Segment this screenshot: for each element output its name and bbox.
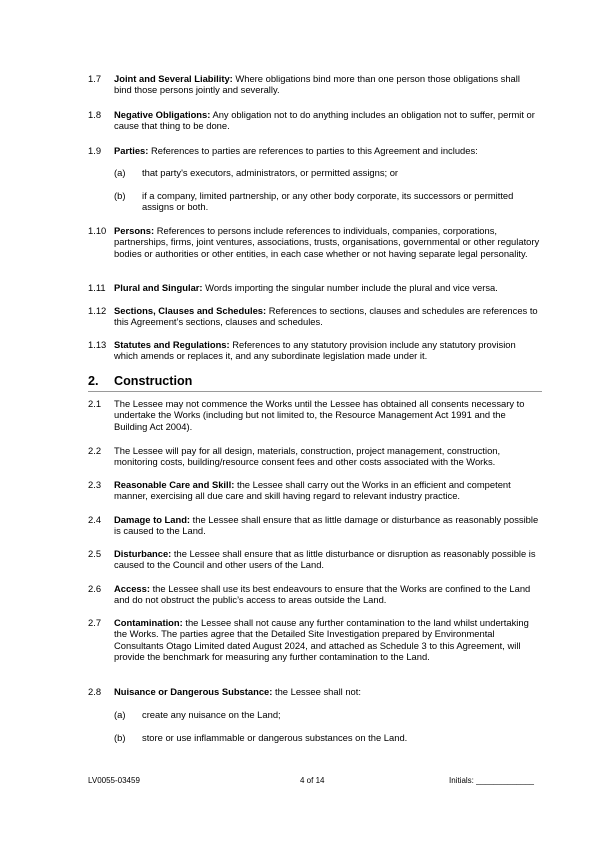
clause-body: the Lessee shall ensure that as little damage or disturbance as reasonably possible is caused to the Land.	[114, 514, 539, 537]
clause-text	[114, 617, 540, 662]
clause-text	[114, 445, 540, 468]
clause-number: 1.11	[88, 282, 106, 293]
clause-number: 2.1	[88, 398, 102, 409]
clause-text	[114, 109, 540, 132]
clause-text	[114, 479, 540, 502]
clause-title: Disturbance:	[114, 548, 172, 559]
section-heading	[88, 373, 542, 392]
clause-text	[114, 398, 540, 432]
clause-body: The Lessee will pay for all design, materials, construction, project management, construction, monitoring costs, building/resource consent fees and other costs associated with the Works.	[114, 445, 501, 468]
clause-title: Sections, Clauses and Schedules:	[114, 305, 267, 316]
clause-body: References to any statutory provision include any statutory provision which amends or replaces it, and any subordinate legislation made under it.	[114, 339, 516, 362]
subclause-text: that party's executors, administrators, or permitted assigns; or	[142, 167, 399, 178]
clause-text	[114, 73, 540, 96]
clause-number: 1.8	[88, 109, 102, 120]
clause-body: The Lessee may not commence the Works until the Lessee has obtained all consents necessary to undertake the Works (including but not limited to, the Resource Management Act 1991 and the Building Act 2004).	[114, 398, 525, 432]
subclause-text: create any nuisance on the Land;	[142, 709, 281, 720]
clause-title: Persons:	[114, 225, 155, 236]
clause-title: Access:	[114, 583, 150, 594]
clause-number: 1.9	[88, 145, 102, 156]
clause-body: the Lessee shall ensure that as little disturbance or disruption as reasonably possible is caused to the Council and other users of the Land.	[114, 548, 536, 571]
footer-initials: Initials: _____________	[449, 776, 534, 785]
clause-body: the Lessee shall not:	[272, 686, 361, 697]
clause-number: 1.13	[88, 339, 107, 350]
clause-title: Damage to Land:	[114, 514, 191, 525]
clause-body: References to persons include references to individuals, companies, corporations, partnerships, firms, joint ventures, associations, trusts, organisations, governmental or other regulatory bodies or authorities or other entities, in each case whether or not having separate legal personality.	[114, 225, 540, 259]
section-title: Construction	[114, 374, 193, 388]
clause-number: 2.4	[88, 514, 102, 525]
clause-body: References to sections, clauses and schedules are references to this Agreement’s sections, clauses and schedules.	[114, 305, 538, 328]
clause-number: 2.8	[88, 686, 102, 697]
subclause-text: store or use inflammable or dangerous substances on the Land.	[142, 732, 408, 743]
clause-title: Contamination:	[114, 617, 183, 628]
clause-body: the Lessee shall not cause any further contamination to the land whilst undertaking the Works. The parties agree that the Detailed Site Investigation prepared by Environmental Consultants Otago Limited dated August 2024, and attached as Schedule 3 to this Agreement, will provide the benchmark for measuring any further contamination to the Land.	[114, 617, 529, 662]
subclause-number: (a)	[114, 709, 126, 720]
subclause-number: (a)	[114, 167, 126, 178]
clause-number: 1.7	[88, 73, 102, 84]
clause-body: Where obligations bind more than one person those obligations shall bind those persons jointly and severally.	[114, 73, 520, 96]
subclause-text: if a company, limited partnership, or any other body corporate, its successors or permitted assigns or both.	[142, 190, 514, 213]
clause-number: 1.10	[88, 225, 107, 236]
clause-number: 2.3	[88, 479, 102, 490]
clause-title: Parties:	[114, 145, 149, 156]
clause-body: References to parties are references to parties to this Agreement and includes:	[148, 145, 478, 156]
clause-title: Joint and Several Liability:	[114, 73, 233, 84]
clause-number: 2.6	[88, 583, 102, 594]
clause-title: Negative Obligations:	[114, 109, 211, 120]
clause-title: Statutes and Regulations:	[114, 339, 230, 350]
clause-body: the Lessee shall use its best endeavours to ensure that the Works are confined to the Land and do not obstruct the public’s access to areas outside the Land.	[114, 583, 531, 606]
clause-text	[114, 339, 540, 362]
clause-number: 1.12	[88, 305, 107, 316]
clause-body: Words importing the singular number include the plural and vice versa.	[202, 282, 498, 293]
clause-title: Nuisance or Dangerous Substance:	[114, 686, 273, 697]
clause-body: the Lessee shall carry out the Works in an efficient and competent manner, exercising all due care and skill having regard to relevant industry practice.	[114, 479, 511, 502]
clause-text	[114, 305, 540, 328]
subclause-number: (b)	[114, 190, 126, 201]
clause-text	[114, 514, 540, 537]
clause-title: Plural and Singular:	[114, 282, 203, 293]
clause-text	[114, 282, 540, 293]
clause-number: 2.7	[88, 617, 102, 628]
clause-text	[114, 548, 540, 571]
clause-text	[114, 583, 540, 606]
clause-number: 2.5	[88, 548, 102, 559]
clause-text	[114, 225, 540, 259]
footer-page-number: 4 of 14	[300, 776, 325, 785]
clause-title: Reasonable Care and Skill:	[114, 479, 235, 490]
clause-number: 2.2	[88, 445, 102, 456]
clause-text	[114, 145, 540, 156]
footer-document-ref: LV0055-03459	[88, 776, 140, 785]
clause-text	[114, 686, 540, 697]
subclause-number: (b)	[114, 732, 126, 743]
clause-body: Any obligation not to do anything includes an obligation not to suffer, permit or cause that thing to be done.	[114, 109, 535, 132]
section-number: 2.	[88, 374, 99, 388]
